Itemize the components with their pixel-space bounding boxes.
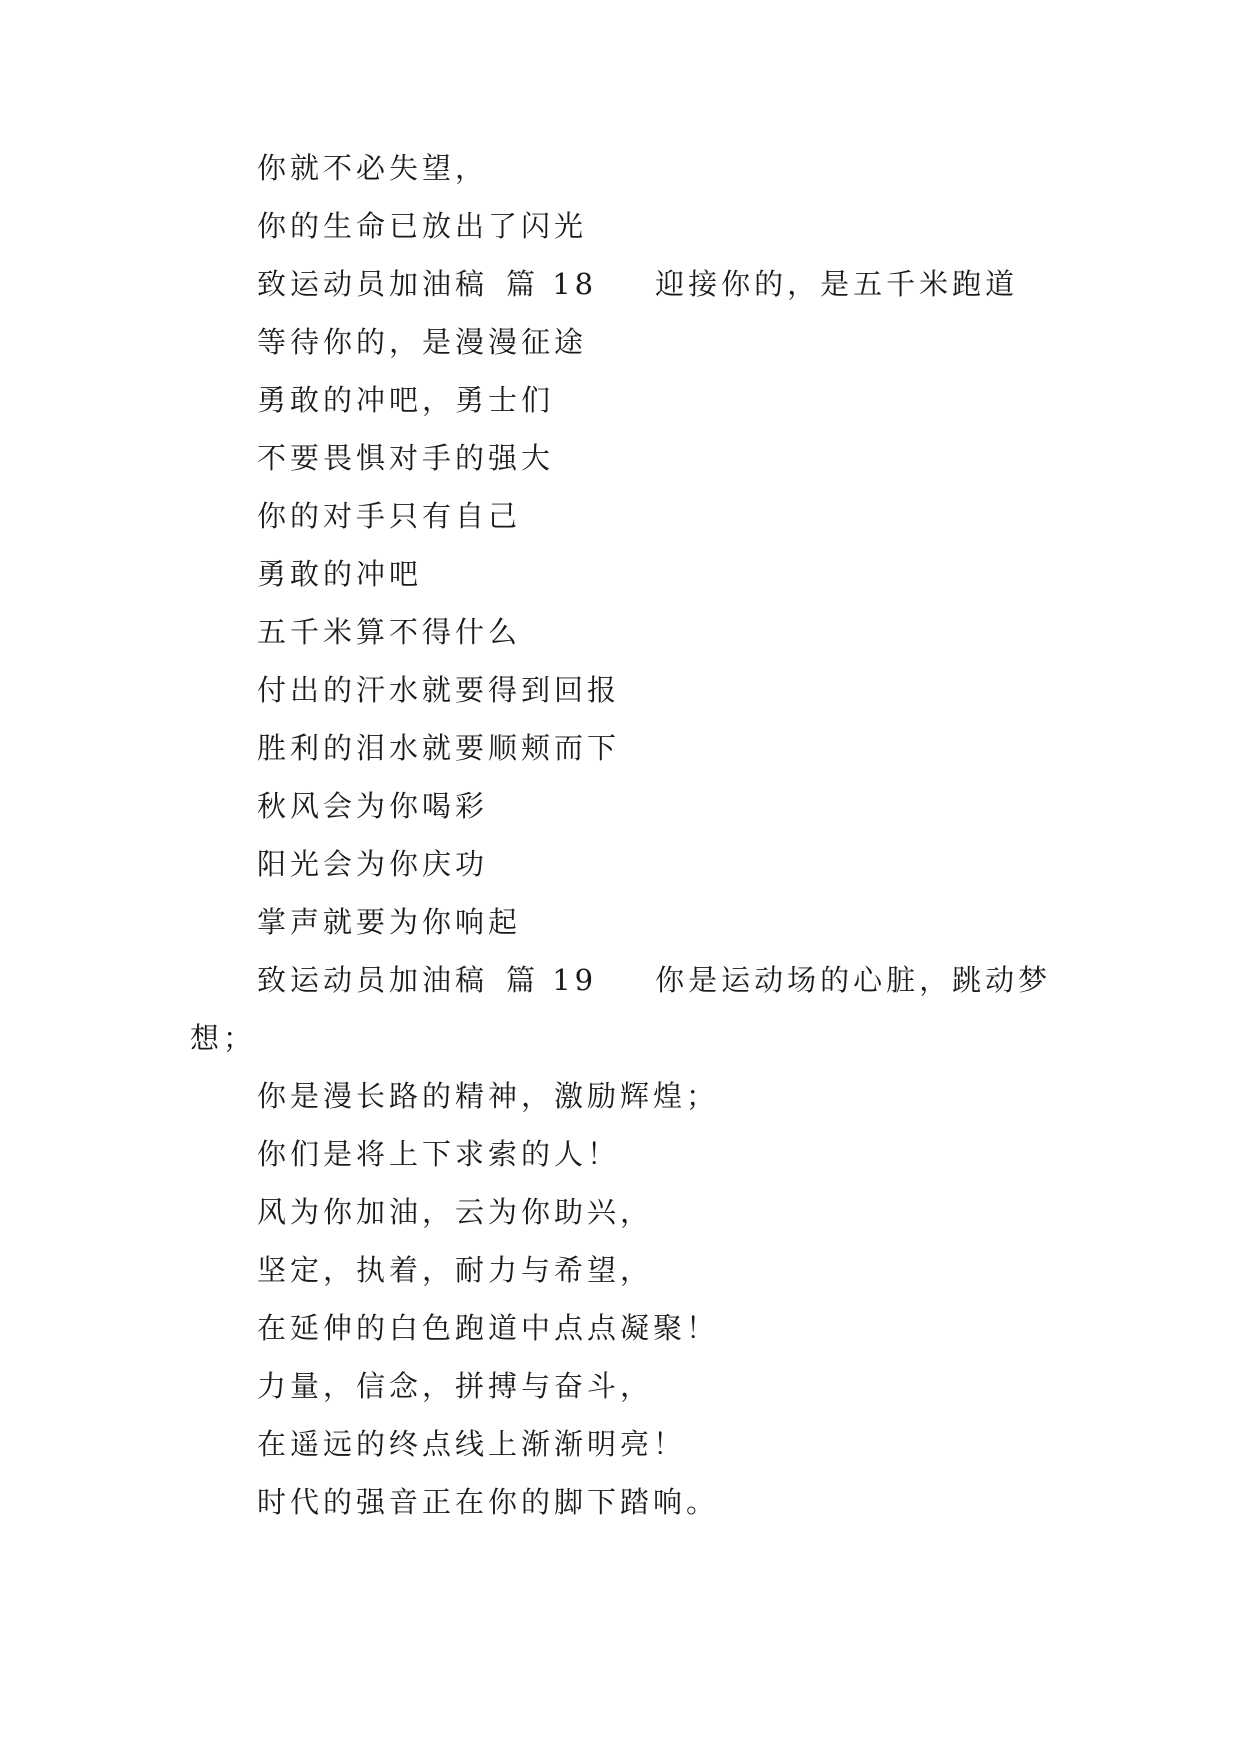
section-heading-18 [257,266,1018,302]
text-line: 勇敢的冲吧，勇士们 [257,383,555,417]
section-first-line: 你是运动场的心脏，跳动梦 [655,963,1052,997]
text-line: 阳光会为你庆功 [257,847,489,881]
text-line: 胜利的泪水就要顺颊而下 [257,731,621,765]
text-line: 你们是将上下求索的人！ [257,1137,621,1171]
text-line: 五千米算不得什么 [257,615,522,649]
text-line: 付出的汗水就要得到回报 [257,673,621,707]
section-heading-19 [257,962,1051,998]
section-title: 致运动员加油稿 [257,267,489,301]
text-line: 等待你的，是漫漫征途 [257,325,588,359]
text-line: 不要畏惧对手的强大 [257,441,555,475]
text-line-wrap: 想； [190,1021,257,1055]
text-line: 你就不必失望， [257,151,489,185]
text-line: 掌声就要为你响起 [257,905,522,939]
text-line: 秋风会为你喝彩 [257,789,489,823]
text-line: 你是漫长路的精神，激励辉煌； [257,1079,720,1113]
text-line: 你的对手只有自己 [257,499,522,533]
text-line: 风为你加油，云为你助兴， [257,1195,654,1229]
text-line: 在遥远的终点线上渐渐明亮！ [257,1427,687,1461]
text-line: 在延伸的白色跑道中点点凝聚！ [257,1311,720,1345]
section-number: 篇 18 [506,267,598,301]
text-line: 力量，信念，拼搏与奋斗， [257,1369,654,1403]
text-line: 勇敢的冲吧 [257,557,423,591]
section-title: 致运动员加油稿 [257,963,489,997]
section-first-line: 迎接你的，是五千米跑道 [655,267,1019,301]
text-line: 时代的强音正在你的脚下踏响。 [257,1485,720,1519]
section-number: 篇 19 [506,963,598,997]
text-line: 你的生命已放出了闪光 [257,209,588,243]
text-line: 坚定，执着，耐力与希望， [257,1253,654,1287]
